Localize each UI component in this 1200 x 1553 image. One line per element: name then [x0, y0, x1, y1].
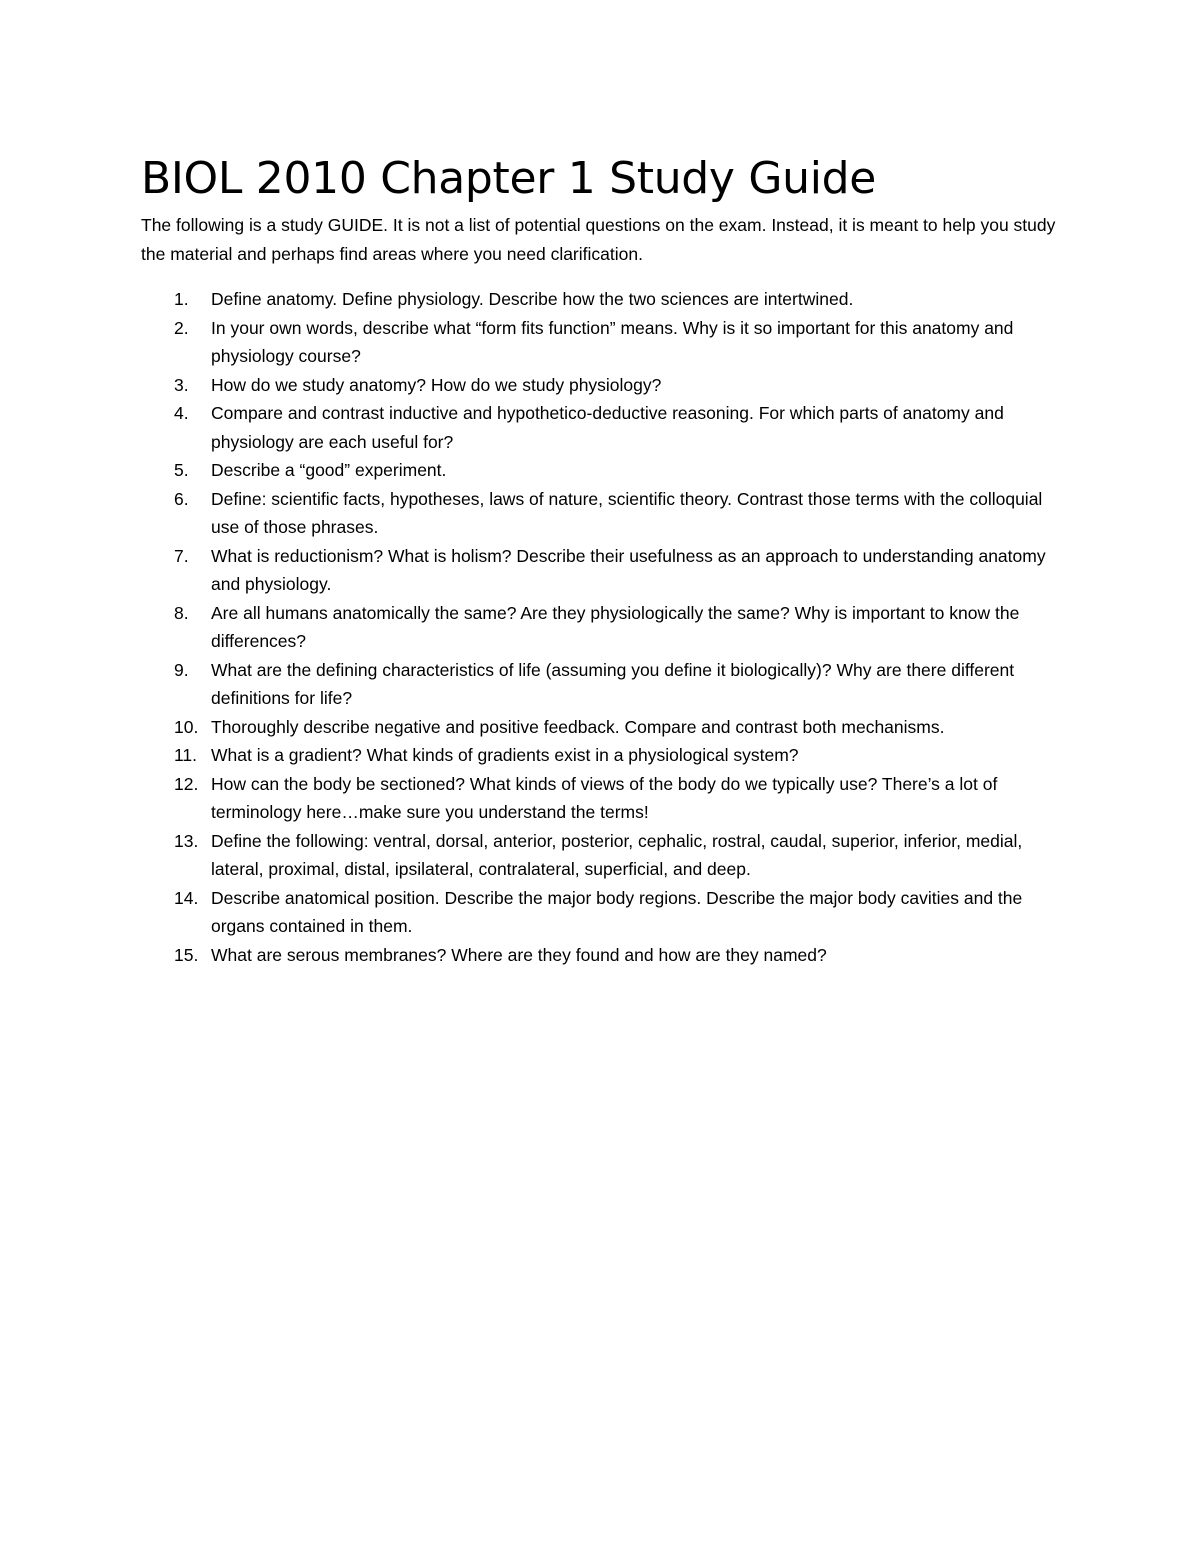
- question-text: Describe a “good” experiment.: [211, 460, 447, 480]
- question-item: [141, 941, 1071, 970]
- question-number: 15.: [174, 944, 199, 965]
- document-body: [141, 150, 1071, 969]
- question-item: [141, 599, 1071, 656]
- question-item: [141, 285, 1071, 314]
- question-number: 11.: [174, 745, 198, 765]
- question-number: 13.: [174, 830, 199, 851]
- question-text: In your own words, describe what “form fits function” means. Why is it so important for this anatomy and physiology course?: [211, 317, 1014, 366]
- question-number: 9.: [174, 659, 189, 680]
- question-text: What is a gradient? What kinds of gradients exist in a physiological system?: [211, 745, 799, 765]
- question-number: 8.: [174, 602, 189, 623]
- question-text: Are all humans anatomically the same? Are they physiologically the same? Why is important to know the differences?: [211, 602, 1020, 651]
- question-number: 5.: [174, 460, 189, 480]
- question-text: Describe anatomical position. Describe the major body regions. Describe the major body cavities and the organs contained in them.: [211, 887, 1023, 936]
- intro-paragraph: The following is a study GUIDE. It is not a list of potential questions on the exam. Instead, it is meant to help you study the material and perhaps find areas where you need clarification.: [141, 215, 1056, 264]
- question-text: Define: scientific facts, hypotheses, laws of nature, scientific theory. Contrast those terms with the colloquial use of those phrases.: [211, 488, 1043, 537]
- question-number: 4.: [174, 403, 189, 423]
- question-text: What are the defining characteristics of life (assuming you define it biologically)? Why are there different definitions for life?: [211, 659, 1015, 708]
- question-item: [141, 713, 1071, 742]
- document-title: BIOL 2010 Chapter 1 Study Guide: [141, 153, 877, 204]
- question-text: Compare and contrast inductive and hypothetico-deductive reasoning. For which parts of anatomy and physiology are each useful for?: [211, 403, 1004, 452]
- question-number: 12.: [174, 773, 199, 794]
- question-text: How can the body be sectioned? What kinds of views of the body do we typically use? There’s a lot of terminology here…make sure you understand the terms!: [211, 773, 998, 822]
- question-item: [141, 656, 1071, 713]
- question-number: 6.: [174, 488, 189, 509]
- question-item: [141, 456, 1071, 485]
- question-text: Thoroughly describe negative and positive feedback. Compare and contrast both mechanisms.: [211, 716, 945, 737]
- question-text: Define anatomy. Define physiology. Describe how the two sciences are intertwined.: [211, 289, 854, 309]
- question-number: 7.: [174, 545, 189, 566]
- question-item: [141, 371, 1071, 400]
- question-item: [141, 884, 1071, 941]
- question-list: [141, 285, 1071, 969]
- question-text: What is reductionism? What is holism? Describe their usefulness as an approach to understanding anatomy and physiology.: [211, 545, 1046, 594]
- question-item: [141, 314, 1071, 371]
- question-item: [141, 542, 1071, 599]
- question-number: 1.: [174, 289, 189, 309]
- question-text: Define the following: ventral, dorsal, anterior, posterior, cephalic, rostral, caudal, superior, inferior, medial, lateral, proximal, distal, ipsilateral, contralateral, superficial, and deep.: [211, 830, 1023, 879]
- question-text: How do we study anatomy? How do we study physiology?: [211, 374, 662, 395]
- question-number: 10.: [174, 716, 199, 737]
- question-item: [141, 741, 1071, 770]
- question-number: 2.: [174, 317, 189, 338]
- question-item: [141, 399, 1071, 456]
- question-number: 3.: [174, 374, 189, 395]
- question-item: [141, 485, 1071, 542]
- question-number: 14.: [174, 887, 199, 908]
- question-item: [141, 770, 1071, 827]
- question-item: [141, 827, 1071, 884]
- question-text: What are serous membranes? Where are they found and how are they named?: [211, 944, 827, 965]
